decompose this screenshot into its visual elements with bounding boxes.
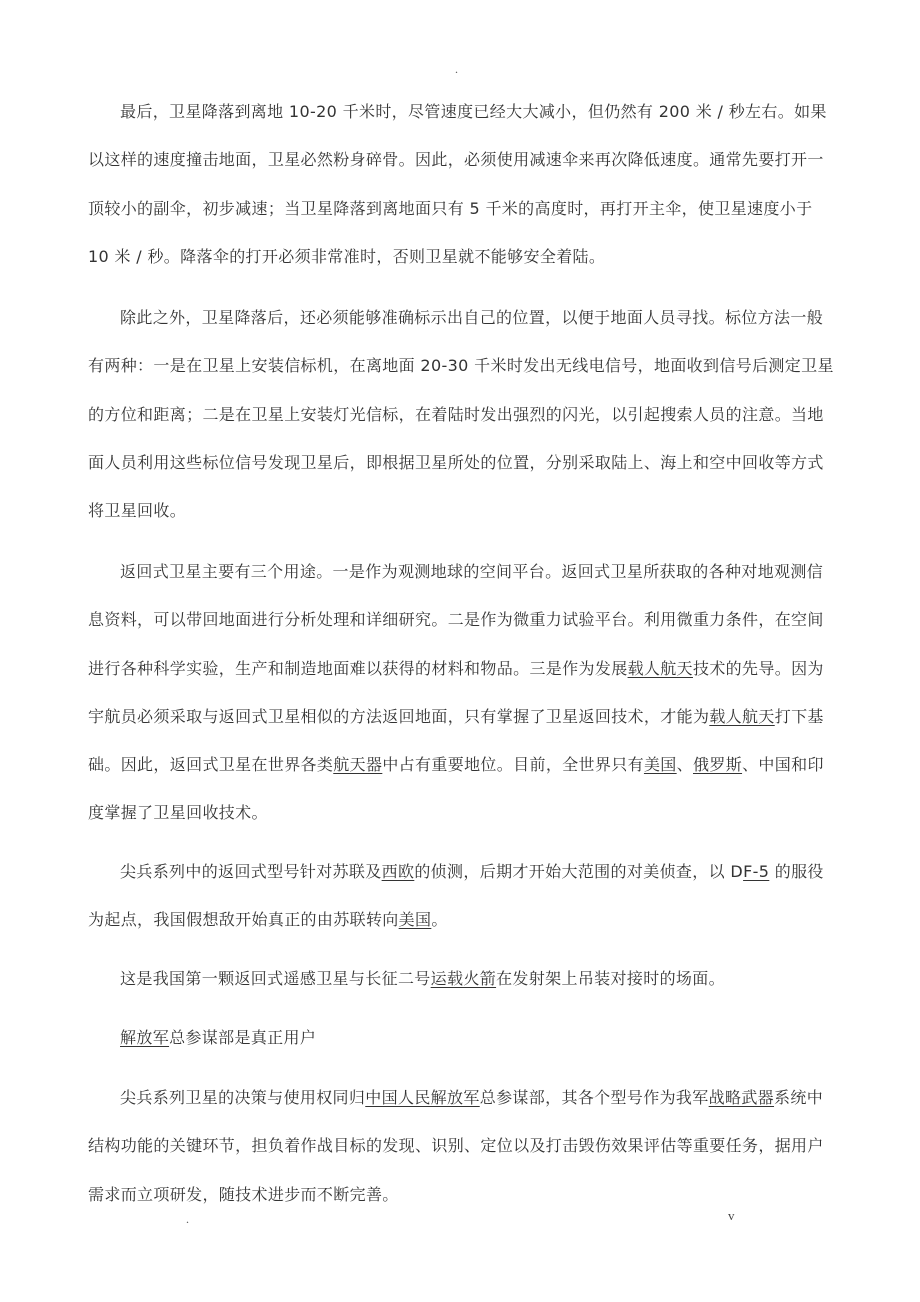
paragraph-satellite-descent — [88, 88, 834, 281]
link-usa-2[interactable]: 美国 — [398, 910, 432, 930]
footer-dot: . — [186, 1212, 189, 1226]
paragraph-text: 的侦测，后期才开始大范围的对美侦查，以 D — [414, 862, 744, 881]
link-spacecraft[interactable]: 航天器 — [333, 755, 383, 775]
paragraph-text: 在发射架上吊装对接时的场面。 — [496, 969, 725, 988]
paragraph-position-marking — [88, 294, 834, 535]
paragraph-decision-authority — [88, 1074, 834, 1219]
footer-mark: v — [728, 1208, 735, 1223]
paragraph-text: 返回式卫星主要有三个用途。一是作为观测地球的空间平台。返回式卫星所获取的各种对地观测信息资料，可以带回地面进行分析处理和详细研究。二是作为微重力试验平台。利用微重力条件，在空间进行各种科学实验，生产和制造地面难以获得的材料和物品。三是作为发展 — [88, 562, 824, 678]
link-strategic-weapons[interactable]: 战略武器 — [708, 1088, 775, 1107]
section-heading-real-user — [88, 1014, 834, 1062]
paragraph-text: 中占有重要地位。目前，全世界只有 — [382, 755, 644, 775]
link-manned-spaceflight-2[interactable]: 载人航天 — [709, 706, 775, 726]
link-pla-full[interactable]: 中国人民解放军 — [365, 1088, 480, 1107]
heading-text: 总参谋部是真正用户 — [169, 1028, 317, 1047]
paragraph-text: 除此之外，卫星降落后，还必须能够准确标示出自己的位置，以便于地面人员寻找。标位方法一般有两种：一是在卫星上安装信标机，在离地面 20-30 千米时发出无线电信号，地面收到信号后测定卫星的方位和距离；二是在卫星上安装灯光信标，在着陆时发出强烈的闪光，以引起搜索人员的注意。当地面人员利用这些标位信号发现卫星后，即根据卫星所处的位置，分别采取陆上、海上和空中回收等方式将卫星回收。 — [88, 308, 834, 521]
paragraph-first-satellite — [88, 955, 834, 1003]
link-manned-spaceflight[interactable]: 载人航天 — [627, 658, 693, 678]
link-western-europe[interactable]: 西欧 — [381, 862, 415, 881]
paragraph-text: 这是我国第一颗返回式遥感卫星与长征二号 — [120, 969, 431, 988]
link-usa[interactable]: 美国 — [643, 755, 677, 775]
link-df5[interactable]: F-5 — [743, 862, 770, 881]
paragraph-text: 。 — [431, 910, 448, 930]
paragraph-text: 的服役为起点，我国假想敌开始真正的由苏联转向 — [88, 862, 824, 930]
paragraph-text: 尖兵系列中的返回式型号针对苏联及 — [120, 862, 382, 881]
link-russia[interactable]: 俄罗斯 — [693, 755, 743, 775]
paragraph-satellite-uses — [88, 548, 834, 838]
link-pla[interactable]: 解放军 — [120, 1028, 170, 1047]
link-launch-vehicle[interactable]: 运载火箭 — [430, 969, 497, 988]
paragraph-text: 尖兵系列卫星的决策与使用权同归 — [120, 1088, 366, 1107]
paragraph-text: 技术的先导。因为宇航员必须采取与返回式卫星相似的方法返回地面，只有掌握了卫星返回技术，才能为 — [88, 658, 824, 726]
header-mark: . — [455, 62, 458, 76]
paragraph-text: 系统中结构功能的关键环节，担负着作战目标的发现、识别、定位以及打击毁伤效果评估等重要任务，据用户需求而立项研发，随技术进步而不断完善。 — [88, 1088, 824, 1204]
paragraph-text: 最后，卫星降落到离地 10-20 千米时，尽管速度已经大大减小，但仍然有 200 米 / 秒左右。如果以这样的速度撞击地面，卫星必然粉身碎骨。因此，必须使用减速伞来再次降低速度。通常先要打开一顶较小的副伞，初步减速；当卫星降落到离地面只有 5 千米的高度时，再打开主伞，使卫星速度小于 10 米 / 秒。降落伞的打开必须非常准时，否则卫星就不能够安全着陆。 — [88, 102, 827, 266]
paragraph-text: 打下基础。因此，返回式卫星在世界各类 — [88, 706, 824, 775]
paragraph-text: 、 — [676, 755, 693, 775]
paragraph-text: 、中国和印度掌握了卫星回收技术。 — [88, 755, 824, 823]
paragraph-jianbing-series — [88, 848, 834, 945]
paragraph-text: 总参谋部，其各个型号作为我军 — [479, 1088, 709, 1107]
